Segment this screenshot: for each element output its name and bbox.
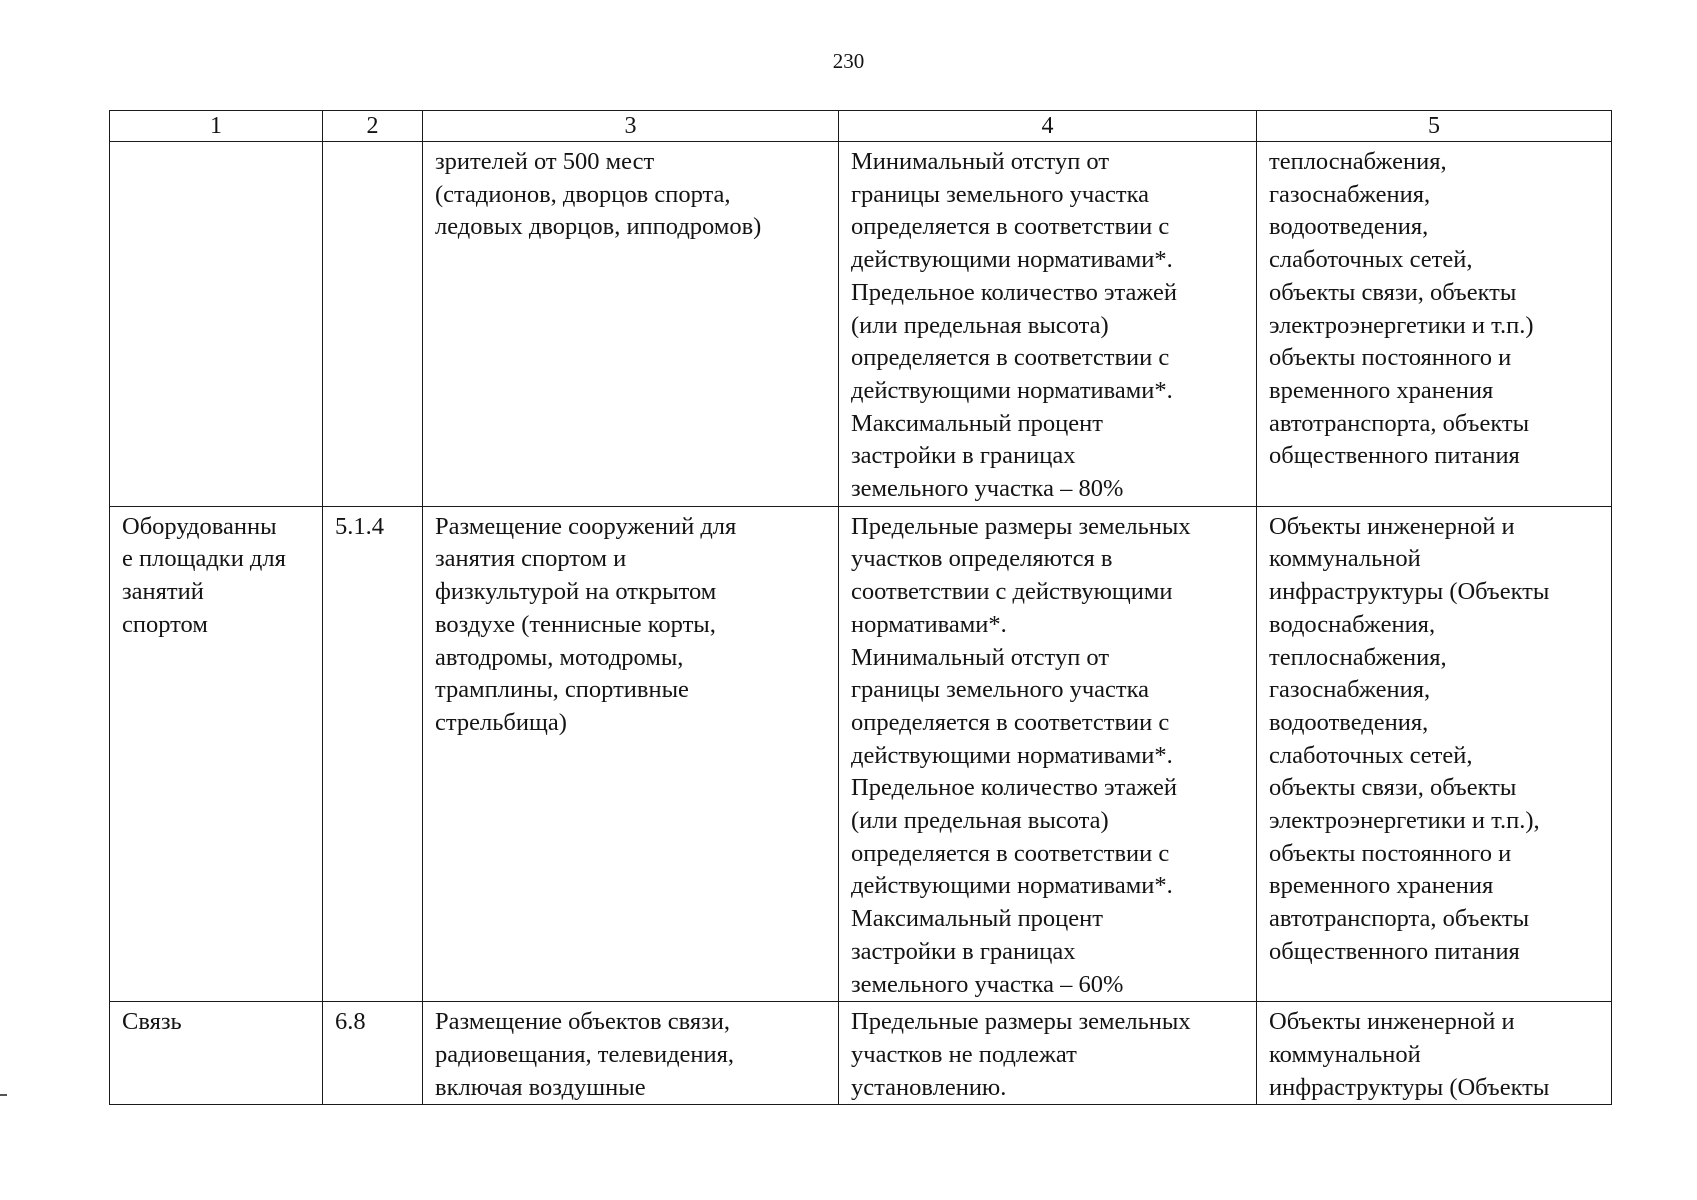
table-cell-auxiliary-uses <box>1257 1002 1612 1105</box>
table-row <box>110 1002 1612 1105</box>
table-cell-description <box>423 506 839 1002</box>
cell-text: Объекты инженерной и коммунальной инфраструктуры (Объекты <box>1269 1008 1550 1101</box>
table-cell-use-name <box>110 142 323 507</box>
table-cell-code <box>323 506 423 1002</box>
cell-text: Оборудованны е площадки для занятий спортом <box>122 512 286 638</box>
table-cell-code <box>323 142 423 507</box>
cell-text: Размещение объектов связи, радиовещания, телевидения, включая воздушные <box>435 1008 735 1101</box>
cell-text: Размещение сооружений для занятия спортом и физкультурой на открытом воздухе (теннисные корты, автодромы, мотодромы, трамплины, спортивные стрельбища) <box>435 512 737 736</box>
cell-text: Минимальный отступ от границы земельного участка определяется в соответствии с действующими нормативами*. Предельное количество этажей (или предельная высота) определяется в соответствии с действующими нормативами*. Максимальный процент застройки в границах земельного участка – 80% <box>851 148 1177 503</box>
table-cell-parameters <box>839 506 1257 1002</box>
table-cell-auxiliary-uses <box>1257 506 1612 1002</box>
table-cell-description <box>423 142 839 507</box>
table-cell-use-name <box>110 506 323 1002</box>
cell-text: теплоснабжения, газоснабжения, водоотведения, слаботочных сетей, объекты связи, объекты электроэнергетики и т.п.) объекты постоянного и временного хранения автотранспорта, объекты общественного питания <box>1269 148 1534 470</box>
column-header-4: 4 <box>839 111 1257 142</box>
scan-margin-mark <box>0 1094 7 1096</box>
cell-text: Объекты инженерной и коммунальной инфраструктуры (Объекты водоснабжения, теплоснабжения, газоснабжения, водоотведения, слаботочных сетей, объекты связи, объекты электроэнергетики и т.п.), объекты постоянного и временного хранения автотранспорта, объекты общественного питания <box>1269 512 1550 965</box>
cell-text: 6.8 <box>335 1008 366 1036</box>
cell-text: зрителей от 500 мест (стадионов, дворцов спорта, ледовых дворцов, ипподромов) <box>435 148 762 241</box>
cell-text: Предельные размеры земельных участков определяются в соответствии с действующими нормативами*. Минимальный отступ от границы земельного участка определяется в соответствии с действующими нормативами*. Предельное количество этажей (или предельная высота) определяется в соответствии с действующими нормативами*. Максимальный процент застройки в границах земельного участка – 60% <box>851 512 1191 998</box>
column-header-3: 3 <box>423 111 839 142</box>
table-cell-description <box>423 1002 839 1105</box>
cell-text: Предельные размеры земельных участков не подлежат установлению. <box>851 1008 1191 1101</box>
table-header-row <box>110 111 1612 142</box>
page-number: 230 <box>832 49 865 73</box>
column-header-1: 1 <box>110 111 323 142</box>
table-cell-auxiliary-uses <box>1257 142 1612 507</box>
table-row <box>110 506 1612 1002</box>
table-cell-code <box>323 1002 423 1105</box>
cell-text: 5.1.4 <box>335 512 384 540</box>
table-cell-parameters <box>839 1002 1257 1105</box>
table-cell-parameters <box>839 142 1257 507</box>
table-row <box>110 142 1612 507</box>
table-cell-use-name <box>110 1002 323 1105</box>
regulations-table <box>109 110 1612 1105</box>
column-header-2: 2 <box>323 111 423 142</box>
cell-text: Связь <box>122 1008 182 1036</box>
column-header-5: 5 <box>1257 111 1612 142</box>
